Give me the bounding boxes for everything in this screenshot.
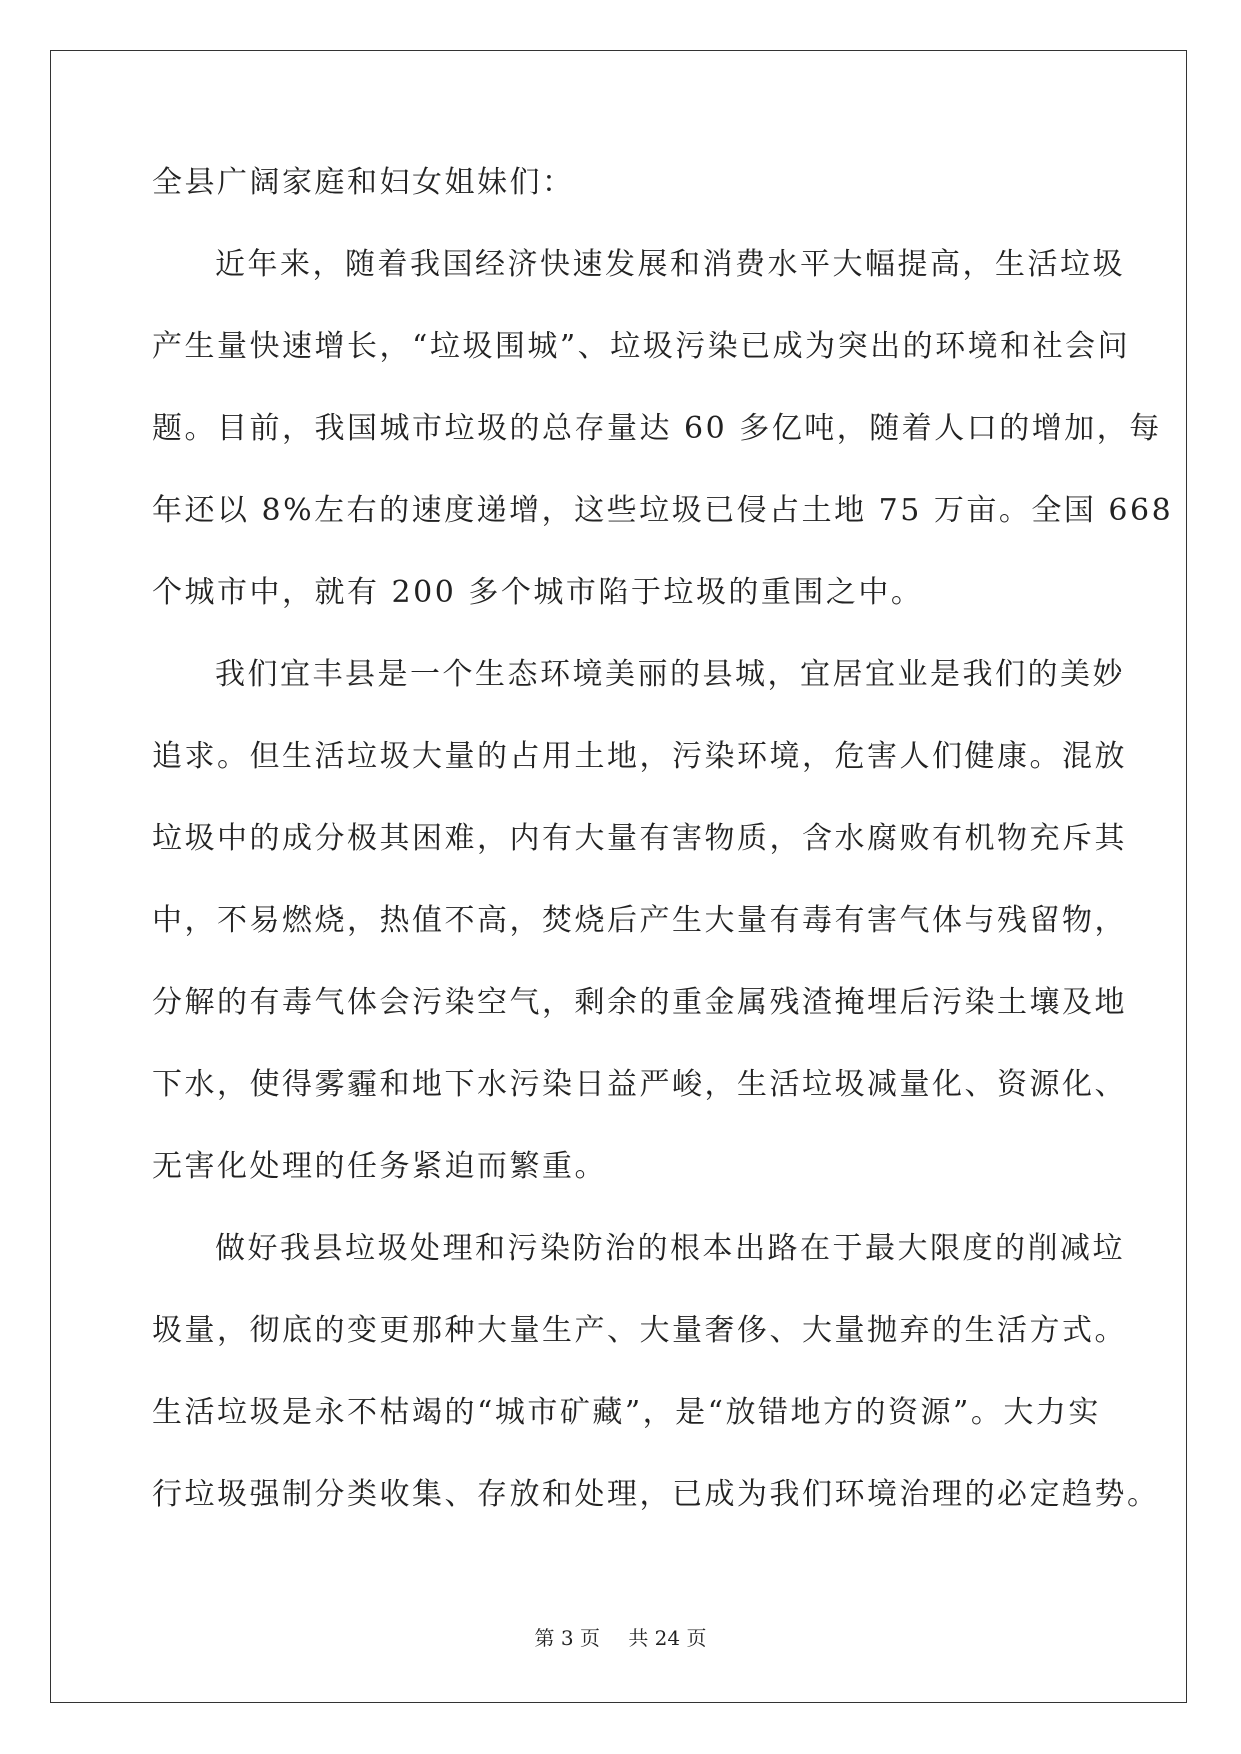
text-line: 下水，使得雾霾和地下水污染日益严峻，生活垃圾减量化、资源化、: [152, 1067, 1127, 1102]
text-line: 行垃圾强制分类收集、存放和处理，已成为我们环境治理的必定趋势。: [152, 1477, 1160, 1512]
document-body: [152, 165, 1174, 1562]
text-line: 生活垃圾是永不枯竭的“城市矿藏”，是“放错地方的资源”。大力实: [152, 1395, 1101, 1430]
text-line: 分解的有毒气体会污染空气，剩余的重金属残渣掩埋后污染土壤及地: [152, 985, 1127, 1020]
text-line: 中，不易燃烧，热值不高，焚烧后产生大量有毒有害气体与残留物，: [152, 903, 1127, 938]
text-line: 全县广阔家庭和妇女姐妹们：: [152, 165, 575, 200]
document-text: [152, 165, 1174, 1562]
text-line: 年还以 8%左右的速度递增，这些垃圾已侵占土地 75 万亩。全国 668: [152, 493, 1174, 528]
page-number-current: 第 3 页: [534, 1626, 600, 1650]
text-line: 垃圾中的成分极其困难，内有大量有害物质，含水腐败有机物充斥其: [152, 821, 1127, 856]
text-line: 追求。但生活垃圾大量的占用土地，污染环境，危害人们健康。混放: [152, 739, 1127, 774]
page-number-total: 共 24 页: [628, 1626, 707, 1650]
text-line: 做好我县垃圾处理和污染防治的根本出路在于最大限度的削减垃: [215, 1231, 1125, 1266]
page-footer: [0, 1622, 1241, 1651]
text-line: 近年来，随着我国经济快速发展和消费水平大幅提高，生活垃圾: [215, 247, 1125, 282]
text-line: 无害化处理的任务紧迫而繁重。: [152, 1149, 607, 1184]
text-line: 产生量快速增长，“垃圾围城”、垃圾污染已成为突出的环境和社会问: [152, 329, 1131, 364]
text-line: 圾量，彻底的变更那种大量生产、大量奢侈、大量抛弃的生活方式。: [152, 1313, 1127, 1348]
text-line: 我们宜丰县是一个生态环境美丽的县城，宜居宜业是我们的美妙: [215, 657, 1125, 692]
text-line: 个城市中，就有 200 多个城市陷于垃圾的重围之中。: [152, 575, 924, 610]
text-line: 题。目前，我国城市垃圾的总存量达 60 多亿吨，随着人口的增加，每: [152, 411, 1162, 446]
